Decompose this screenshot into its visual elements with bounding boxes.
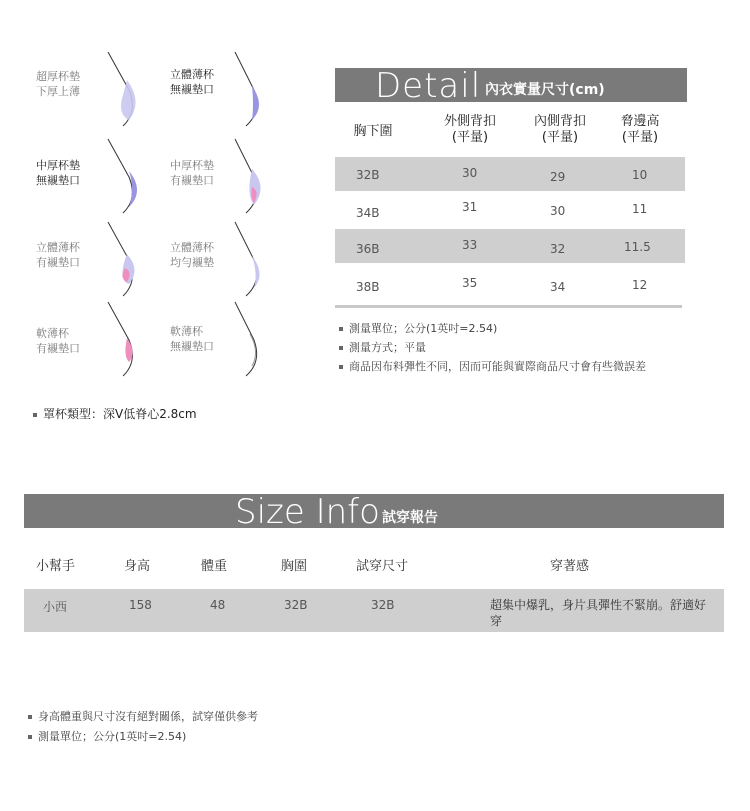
cup-label-c8: 軟薄杯 無襯墊口 [170,325,214,353]
bullet-icon [339,346,343,350]
detail-size: 32B [356,168,380,182]
bullet-icon [28,715,32,719]
detail-col-header: 胸下圍 [353,124,393,139]
detail-col-header: 外側背扣 (平量) [443,114,496,145]
size-info-subtitle: 試穿報告 [382,510,438,526]
cup-diagram-c1 [105,50,150,130]
size-info-header-bar [24,494,724,528]
cup-diagram-c6 [232,220,272,300]
bullet-icon [339,365,343,369]
bullet-icon [339,327,343,331]
detail-side: 11 [632,202,648,216]
detail-col-header: 脅邊高 (平量) [620,114,660,145]
cup-label-c7: 軟薄杯 有襯墊口 [36,327,80,355]
detail-inner: 29 [550,170,566,184]
detail-size: 38B [356,280,380,294]
detail-outer: 33 [462,238,478,252]
size-info-col-header: 身高 [124,559,151,574]
detail-subtitle: 內衣實量尺寸(cm) [485,82,605,98]
size-info-col-header: 試穿尺寸 [356,559,409,574]
cup-diagram-c3 [105,137,150,217]
detail-outer: 35 [462,276,478,290]
detail-note: 商品因布料彈性不同，因而可能與實際商品尺寸會有些微誤差 [339,358,646,374]
cup-diagram-c7 [105,300,150,380]
detail-side: 11.5 [624,240,651,254]
cup-diagram-c8 [232,300,272,380]
cup-type-note: 罩杯類型：深V低脊心2.8cm [33,405,197,422]
detail-outer: 30 [462,166,478,180]
detail-note: 測量單位；公分(1英吋=2.54) [339,320,497,336]
detail-inner: 30 [550,204,566,218]
cup-diagram-c4 [232,137,272,217]
cup-label-c3: 中厚杯墊 無襯墊口 [36,159,80,187]
detail-col-header: 內側背扣 (平量) [533,114,586,145]
cup-label-c6: 立體薄杯 均勻襯墊 [170,241,214,269]
cup-label-c5: 立體薄杯 有襯墊口 [36,241,80,269]
bullet-icon [28,735,32,739]
detail-side: 10 [632,168,648,182]
detail-title: Detail [375,68,482,102]
bullet-icon [33,413,37,417]
detail-size: 34B [356,206,380,220]
detail-header-bar [335,68,687,102]
size-info-height: 158 [129,598,152,612]
size-info-bust: 32B [284,598,308,612]
detail-inner: 32 [550,242,566,256]
size-info-col-header: 穿著感 [550,559,590,574]
size-info-col-header: 小幫手 [36,559,76,574]
size-info-footnote: 測量單位；公分(1英吋=2.54) [28,728,186,744]
size-info-col-header: 體重 [201,559,228,574]
cup-diagram-c2 [232,50,272,130]
detail-outer: 31 [462,200,478,214]
detail-size: 36B [356,242,380,256]
cup-label-c1: 超厚杯墊 下厚上薄 [36,70,80,98]
detail-note: 測量方式；平量 [339,339,426,355]
size-info-weight: 48 [210,598,226,612]
size-info-col-header: 胸圍 [281,559,308,574]
cup-label-c4: 中厚杯墊 有襯墊口 [170,159,214,187]
cup-label-c2: 立體薄杯 無襯墊口 [170,68,214,96]
size-info-size: 32B [371,598,395,612]
size-info-name: 小西 [43,600,68,614]
detail-inner: 34 [550,280,566,294]
cup-diagram-c5 [105,220,150,300]
size-info-feel: 超集中爆乳，身片具彈性不緊崩。舒適好穿 [490,598,707,628]
size-info-footnote: 身高體重與尺寸沒有絕對關係，試穿僅供參考 [28,708,258,724]
table-divider [335,305,682,308]
size-info-title: Size Info [235,494,380,528]
detail-side: 12 [632,278,648,292]
